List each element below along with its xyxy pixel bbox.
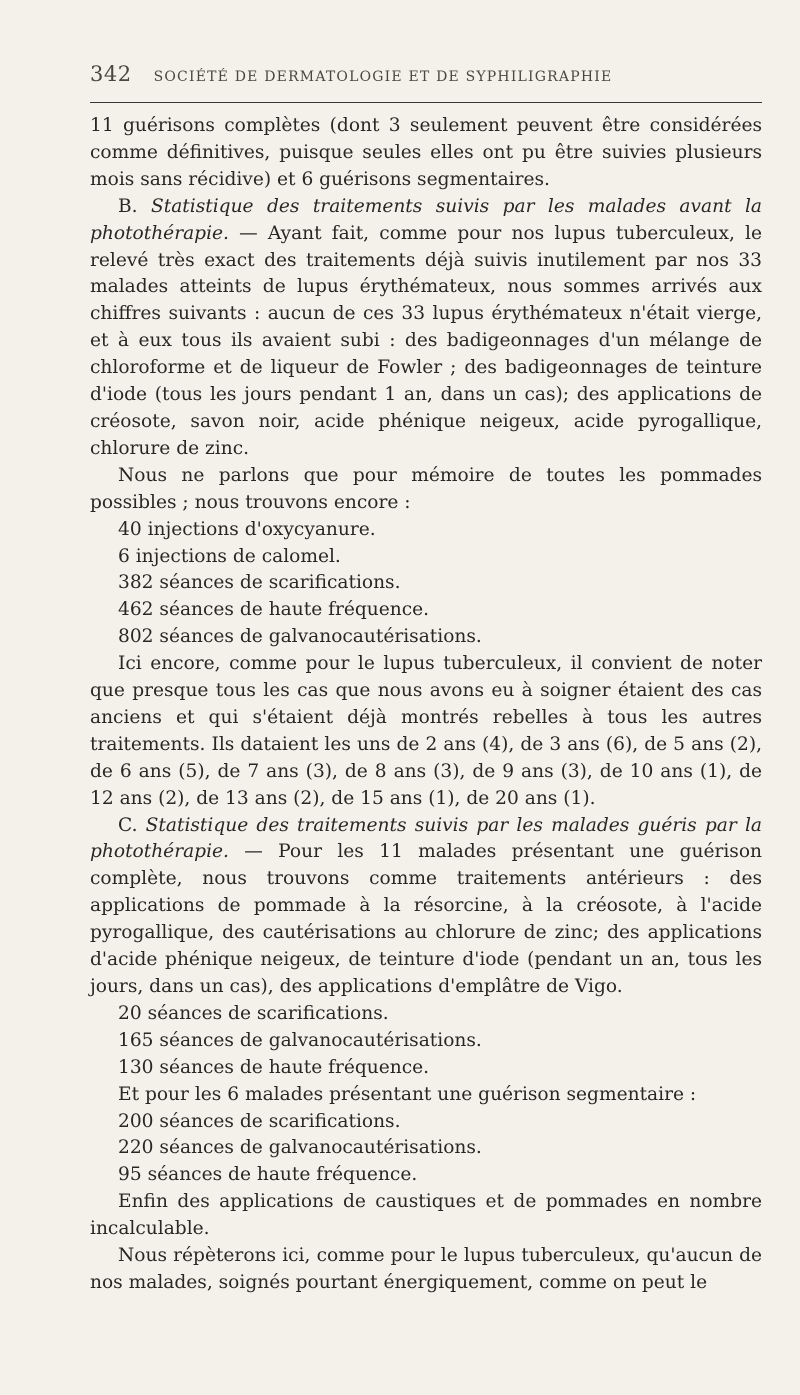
- paragraph-section-b: [90, 194, 762, 463]
- paragraph: Nous répèterons ici, comme pour le lupus tuberculeux, qu'aucun de nos malades, soignés pourtant énergiquement, comme on peut le: [90, 1245, 762, 1293]
- list-item: 165 séances de galvanocautérisations.: [118, 1029, 482, 1051]
- section-title: Statistique des traitements suivis par les malades avant la photothérapie.: [90, 195, 762, 244]
- list-item: 6 injections de calomel.: [118, 545, 341, 567]
- running-title: SOCIÉTÉ DE DERMATOLOGIE ET DE SYPHILIGRAPHIE: [153, 69, 613, 85]
- list-item: 200 séances de scarifications.: [118, 1110, 401, 1132]
- list-item: 220 séances de galvanocautérisations.: [118, 1137, 482, 1159]
- page: [90, 62, 762, 1297]
- list-item: 802 séances de galvanocautérisations.: [118, 626, 482, 648]
- paragraph-section-c: [90, 813, 762, 1001]
- section-text: — Ayant fait, comme pour nos lupus tuberculeux, le relevé très exact des traitements déjà suivis inutilement par nos 33 malades atteints de lupus érythémateux, nous sommes arrivés aux chiffres suivants : aucun de ces 33 lupus érythémateux n'était vierge, et à eux tous ils avaient subi : des badigeonnages d'un mélange de chloroforme et de liqueur de Fowler ; des badigeonnages de teinture d'iode (tous les jours pendant 1 an, dans un cas); des applications de créosote, savon noir, acide phénique neigeux, acide pyrogallique, chlorure de zinc.: [90, 222, 762, 459]
- list-item: 130 séances de haute fréquence.: [118, 1056, 430, 1078]
- body-text: [90, 113, 762, 1297]
- section-text: — Pour les 11 malades présentant une guérison complète, nous trouvons comme traitements antérieurs : des applications de pommade à la résorcine, à la créosote, à l'acide pyrogallique, des cautérisations au chlorure de zinc; des applications d'acide phénique neigeux, de teinture d'iode (pendant un an, tous les jours, dans un cas), des applications d'emplâtre de Vigo.: [90, 841, 762, 997]
- section-letter: C.: [118, 814, 146, 836]
- page-header: [90, 62, 762, 96]
- list-item: 20 séances de scarifications.: [118, 1002, 389, 1024]
- paragraph: Ici encore, comme pour le lupus tuberculeux, il convient de noter que presque tous les cas que nous avons eu à soigner étaient des cas anciens et qui s'étaient déjà montrés rebelles à tous les autres traitements. Ils dataient les uns de 2 ans (4), de 3 ans (6), de 5 ans (2), de 6 ans (5), de 7 ans (3), de 8 ans (3), de 9 ans (3), de 10 ans (1), de 12 ans (2), de 13 ans (2), de 15 ans (1), de 20 ans (1).: [90, 653, 762, 809]
- header-rule: [90, 102, 762, 103]
- list-item: 382 séances de scarifications.: [118, 572, 401, 594]
- paragraph: Et pour les 6 malades présentant une guérison segmentaire :: [118, 1083, 697, 1105]
- list-item: 462 séances de haute fréquence.: [118, 599, 430, 621]
- paragraph: Nous ne parlons que pour mémoire de toutes les pommades possibles ; nous trouvons encore :: [90, 464, 762, 513]
- list-item: 40 injections d'oxycyanure.: [118, 518, 376, 540]
- paragraph: Enfin des applications de caustiques et de pommades en nombre incalculable.: [90, 1191, 762, 1240]
- section-letter: B.: [118, 195, 151, 217]
- page-number: 342: [90, 62, 132, 86]
- paragraph: 11 guérisons complètes (dont 3 seulement peuvent être considérées comme définitives, puisque seules elles ont pu être suivies plusieurs mois sans récidive) et 6 guérisons segmentaires.: [90, 115, 762, 190]
- list-item: 95 séances de haute fréquence.: [118, 1164, 418, 1186]
- section-title: Statistique des traitements suivis par les malades guéris par la photothérapie.: [90, 814, 762, 863]
